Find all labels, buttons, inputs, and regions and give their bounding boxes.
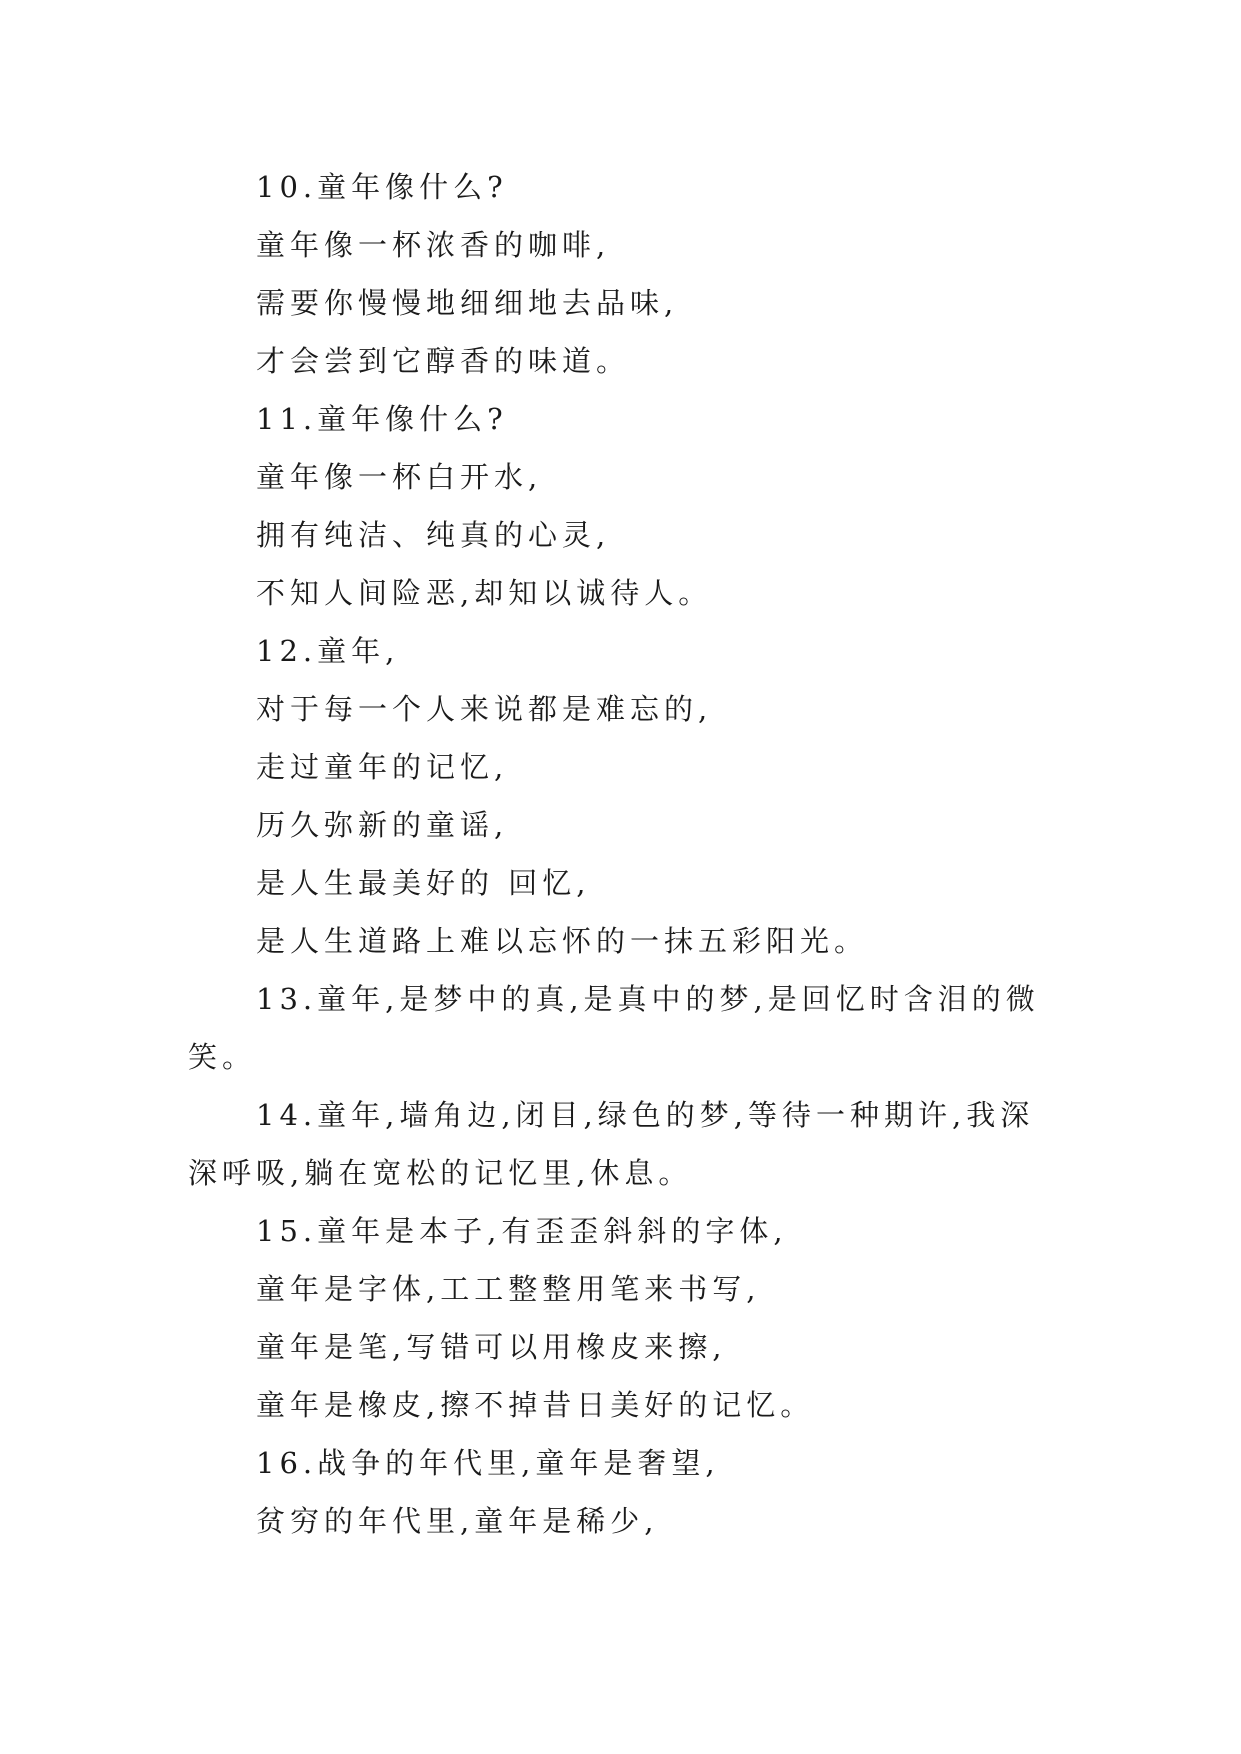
text-line: 童年像一杯浓香的咖啡,	[256, 228, 611, 262]
text-line: 贫穷的年代里,童年是稀少,	[256, 1504, 659, 1538]
text-line: 15.童年是本子,有歪歪斜斜的字体,	[256, 1214, 788, 1248]
text-line: 16.战争的年代里,童年是奢望,	[256, 1446, 720, 1480]
paragraph: 13.童年,是梦中的真,是真中的梦,是回忆时含泪的微笑。	[188, 982, 1040, 1074]
paragraph: 14.童年,墙角边,闭目,绿色的梦,等待一种期许,我深深呼吸,躺在宽松的记忆里,休息。	[188, 1098, 1035, 1190]
text-line: 童年是字体,工工整整用笔来书写,	[256, 1272, 761, 1306]
text-line: 历久弥新的童谣,	[256, 808, 509, 842]
text-line: 对于每一个人来说都是难忘的,	[256, 692, 713, 726]
text-line: 拥有纯洁、纯真的心灵,	[256, 518, 611, 552]
text-line: 是人生道路上难以忘怀的一抹五彩阳光。	[256, 924, 869, 958]
text-line: 10.童年像什么?	[256, 170, 508, 204]
text-line: 童年像一杯白开水,	[256, 460, 543, 494]
text-line: 是人生最美好的 回忆,	[256, 866, 591, 900]
text-line: 童年是笔,写错可以用橡皮来擦,	[256, 1330, 727, 1364]
text-line: 童年是橡皮,擦不掉昔日美好的记忆。	[256, 1388, 815, 1422]
text-line: 才会尝到它醇香的味道。	[256, 344, 631, 378]
text-line: 不知人间险恶,却知以诚待人。	[256, 576, 713, 610]
text-line: 11.童年像什么?	[256, 402, 508, 436]
text-line: 需要你慢慢地细细地去品味,	[256, 286, 679, 320]
document-body	[188, 158, 1056, 1550]
text-line: 12.童年,	[256, 634, 400, 668]
text-line: 走过童年的记忆,	[256, 750, 509, 784]
